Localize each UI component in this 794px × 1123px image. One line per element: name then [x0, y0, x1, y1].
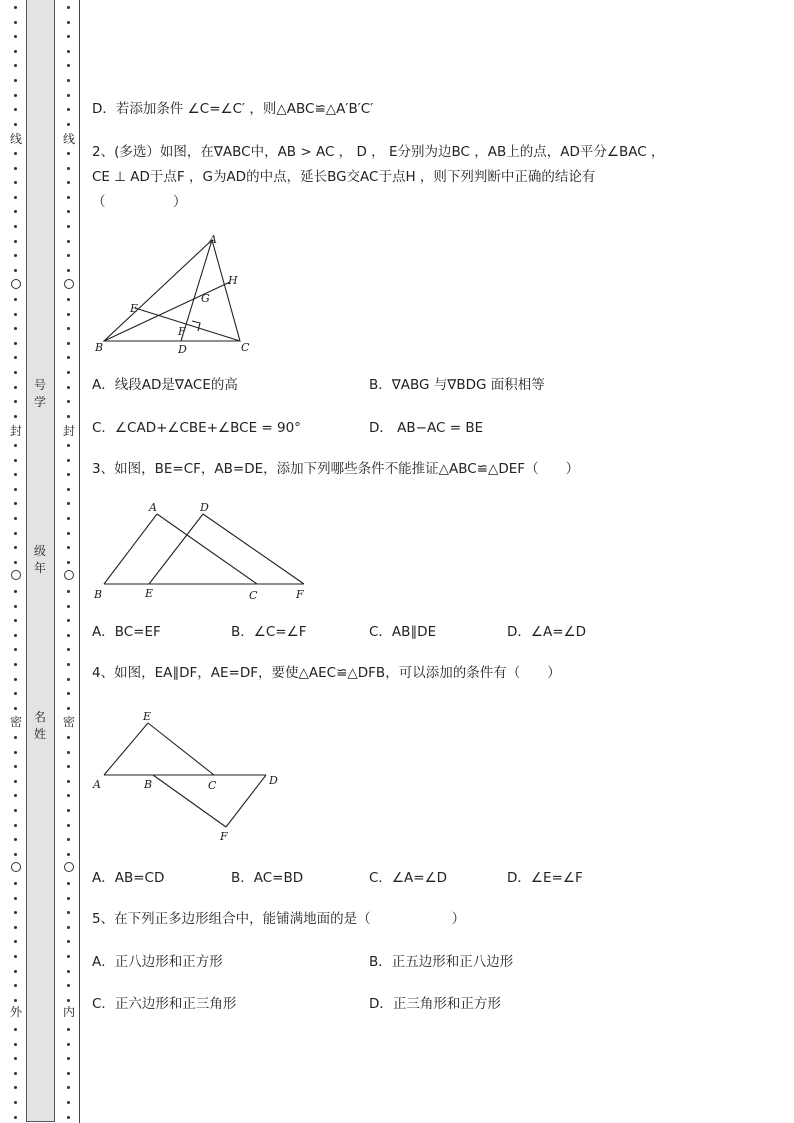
binding-dot — [14, 882, 17, 885]
binding-dot — [14, 955, 17, 958]
binding-dot — [67, 356, 70, 359]
q4-figure — [92, 705, 292, 845]
q5-option-a: A．正八边形和正方形 — [92, 954, 223, 970]
q4-label-f: F — [220, 830, 228, 843]
q2-label-g: G — [201, 292, 210, 305]
binding-dot — [67, 517, 70, 520]
binding-dot — [14, 1072, 17, 1075]
outer-circle-2 — [11, 570, 21, 580]
binding-dot — [67, 123, 70, 126]
binding-dot — [14, 152, 17, 155]
binding-dot — [67, 999, 70, 1002]
binding-dot — [67, 415, 70, 418]
binding-dot — [67, 809, 70, 812]
binding-dot — [67, 240, 70, 243]
binding-dot — [14, 853, 17, 856]
q2-figure — [92, 230, 262, 360]
binding-dot — [67, 882, 70, 885]
q2-segment-ce — [135, 308, 240, 341]
margin-border-line — [79, 0, 80, 1123]
binding-dot — [14, 1116, 17, 1119]
binding-dot — [14, 342, 17, 345]
binding-dot — [14, 648, 17, 651]
q1-option-d: D．若添加条件 ∠C=∠C′ ，则△ABC≌△A′B′C′ — [92, 101, 374, 117]
binding-dot — [67, 692, 70, 695]
binding-dot — [67, 780, 70, 783]
q2-label-c: C — [241, 341, 250, 354]
binding-dot — [67, 634, 70, 637]
binding-dot — [67, 94, 70, 97]
outer-circle-3 — [11, 862, 21, 872]
binding-margin — [0, 0, 82, 1123]
binding-dot — [14, 809, 17, 812]
q5-option-b: B．正五边形和正八边形 — [369, 954, 514, 970]
binding-dot — [67, 50, 70, 53]
binding-dot — [67, 561, 70, 564]
binding-dot — [67, 590, 70, 593]
binding-dot — [14, 824, 17, 827]
q2-stem-line-1: 2、(多选）如图，在∇ABC中，AB > AC ， D ， E分别为边BC ，AB上的点，AD平分∠BAC ， — [92, 144, 665, 160]
binding-dot — [67, 970, 70, 973]
binding-dot — [14, 240, 17, 243]
q4-option-d: D．∠E=∠F — [507, 870, 583, 886]
binding-dot — [67, 824, 70, 827]
binding-dot — [14, 225, 17, 228]
inner-mark-nei: 内 — [63, 1005, 76, 1019]
q4-label-d: D — [269, 774, 278, 787]
binding-dot — [67, 342, 70, 345]
q3-option-c: C．AB∥DE — [369, 624, 437, 640]
binding-dot — [67, 911, 70, 914]
binding-dot — [14, 64, 17, 67]
binding-dot — [14, 926, 17, 929]
field-grade: 级年 — [33, 544, 46, 575]
binding-dot — [14, 532, 17, 535]
binding-dot — [14, 313, 17, 316]
q3-segment-ab — [104, 514, 157, 584]
binding-dot — [67, 502, 70, 505]
binding-dot — [14, 473, 17, 476]
q4-segment-ae — [104, 723, 148, 775]
binding-dot — [14, 415, 17, 418]
binding-dot — [67, 21, 70, 24]
binding-dot — [67, 254, 70, 257]
q3-option-b: B．∠C=∠F — [231, 624, 307, 640]
binding-dot — [14, 1101, 17, 1104]
binding-dot — [14, 663, 17, 666]
binding-dot — [14, 605, 17, 608]
binding-dot — [67, 736, 70, 739]
binding-dot — [67, 386, 70, 389]
binding-dot — [67, 35, 70, 38]
binding-dot — [67, 196, 70, 199]
binding-dot — [14, 794, 17, 797]
q3-segment-df — [203, 514, 304, 584]
q4-segment-fd — [226, 775, 266, 827]
q3-label-f: F — [296, 588, 304, 601]
binding-dot — [14, 546, 17, 549]
q2-option-b: B．∇ABG 与∇BDG 面积相等 — [369, 377, 545, 393]
q3-option-a: A．BC=EF — [92, 624, 161, 640]
q4-label-b: B — [144, 778, 153, 791]
q3-label-d: D — [200, 501, 209, 514]
binding-dot — [14, 196, 17, 199]
inner-mark-feng: 封 — [63, 424, 76, 438]
binding-dot — [14, 692, 17, 695]
q2-label-b: B — [95, 341, 104, 354]
binding-dot — [67, 459, 70, 462]
q3-segment-ac — [157, 514, 257, 584]
field-student-number: 号学 — [33, 378, 46, 409]
q3-option-d: D．∠A=∠D — [507, 624, 587, 640]
q4-label-a: A — [93, 778, 101, 791]
binding-dot — [14, 356, 17, 359]
binding-dot — [14, 459, 17, 462]
q2-answer-blank: （ ） — [92, 194, 187, 210]
q5-stem: 5、在下列正多边形组合中，能铺满地面的是（ ） — [92, 911, 466, 927]
binding-dot — [67, 648, 70, 651]
binding-dot — [67, 532, 70, 535]
binding-dot — [67, 1101, 70, 1104]
binding-dot — [14, 838, 17, 841]
binding-dot — [67, 765, 70, 768]
inner-dotted-line — [63, 0, 75, 1123]
binding-dot — [14, 1057, 17, 1060]
binding-dot — [14, 999, 17, 1002]
binding-dot — [67, 400, 70, 403]
binding-dot — [67, 108, 70, 111]
binding-dot — [67, 1116, 70, 1119]
binding-dot — [14, 984, 17, 987]
q4-option-b: B．AC=BD — [231, 870, 304, 886]
outer-mark-wai: 外 — [10, 1005, 23, 1019]
binding-dot — [14, 210, 17, 213]
q2-label-h: H — [228, 274, 238, 287]
binding-dot — [67, 6, 70, 9]
binding-dot — [14, 517, 17, 520]
q3-figure — [92, 495, 322, 605]
binding-dot — [67, 678, 70, 681]
q3-stem: 3、如图，BE=CF，AB=DE，添加下列哪些条件不能推证△ABC≌△DEF（ ） — [92, 461, 580, 477]
q4-option-a: A．AB=CD — [92, 870, 165, 886]
q4-label-c: C — [208, 779, 217, 792]
binding-dot — [14, 123, 17, 126]
binding-dot — [67, 605, 70, 608]
outer-dotted-line — [10, 0, 22, 1123]
q2-label-d: D — [178, 343, 187, 356]
q2-option-d: D． AB−AC = BE — [369, 420, 484, 436]
binding-dot — [67, 984, 70, 987]
binding-dot — [14, 897, 17, 900]
q3-segment-de — [149, 514, 203, 584]
binding-dot — [14, 21, 17, 24]
binding-dot — [67, 940, 70, 943]
binding-dot — [67, 1028, 70, 1031]
binding-dot — [67, 1072, 70, 1075]
binding-dot — [14, 79, 17, 82]
q4-label-e: E — [143, 710, 152, 723]
binding-dot — [14, 488, 17, 491]
q5-option-d: D．正三角形和正方形 — [369, 996, 501, 1012]
binding-dot — [14, 400, 17, 403]
binding-dot — [14, 970, 17, 973]
binding-dot — [67, 473, 70, 476]
binding-dot — [14, 1043, 17, 1046]
binding-dot — [14, 6, 17, 9]
binding-dot — [14, 254, 17, 257]
q3-label-a: A — [149, 501, 157, 514]
binding-dot — [67, 488, 70, 491]
binding-dot — [14, 181, 17, 184]
binding-dot — [67, 79, 70, 82]
binding-dot — [14, 590, 17, 593]
inner-circle-3 — [64, 862, 74, 872]
outer-circle-1 — [11, 279, 21, 289]
inner-circle-2 — [64, 570, 74, 580]
binding-dot — [67, 897, 70, 900]
binding-dot — [67, 619, 70, 622]
binding-dot — [67, 298, 70, 301]
outer-mark-mi: 密 — [10, 715, 23, 729]
q2-option-a: A．线段AD是∇ACE的高 — [92, 377, 238, 393]
binding-dot — [67, 926, 70, 929]
q4-segment-ec — [148, 723, 214, 775]
binding-dot — [67, 1086, 70, 1089]
binding-dot — [14, 736, 17, 739]
binding-dot — [14, 765, 17, 768]
binding-dot — [14, 678, 17, 681]
binding-dot — [67, 210, 70, 213]
q3-label-e: E — [145, 587, 154, 600]
binding-dot — [14, 502, 17, 505]
binding-dot — [67, 707, 70, 710]
binding-dot — [14, 619, 17, 622]
binding-dot — [67, 663, 70, 666]
q5-option-c: C．正六边形和正三角形 — [92, 996, 237, 1012]
inner-mark-xian: 线 — [63, 132, 76, 146]
binding-dot — [14, 1086, 17, 1089]
q3-label-c: C — [249, 589, 258, 602]
q4-stem: 4、如图，EA∥DF，AE=DF，要使△AEC≌△DFB，可以添加的条件有（ ） — [92, 665, 561, 681]
binding-dot — [67, 167, 70, 170]
q4-option-c: C．∠A=∠D — [369, 870, 448, 886]
field-name: 名姓 — [33, 710, 46, 741]
binding-dot — [14, 911, 17, 914]
binding-dot — [14, 94, 17, 97]
q2-label-e: E — [130, 302, 139, 315]
binding-dot — [14, 108, 17, 111]
binding-dot — [14, 167, 17, 170]
q2-stem-line-2: CE ⊥ AD于点F ，G为AD的中点，延长BG交AC于点H ，则下列判断中正确的结论有 — [92, 169, 596, 185]
binding-dot — [14, 940, 17, 943]
binding-dot — [67, 64, 70, 67]
binding-dot — [14, 634, 17, 637]
binding-dot — [14, 50, 17, 53]
outer-mark-xian: 线 — [10, 132, 23, 146]
binding-dot — [14, 1028, 17, 1031]
binding-dot — [67, 313, 70, 316]
binding-dot — [67, 269, 70, 272]
binding-dot — [67, 225, 70, 228]
binding-dot — [14, 371, 17, 374]
binding-dot — [67, 546, 70, 549]
binding-dot — [67, 751, 70, 754]
binding-dot — [67, 152, 70, 155]
binding-dot — [67, 853, 70, 856]
outer-mark-feng: 封 — [10, 424, 23, 438]
binding-dot — [14, 269, 17, 272]
inner-circle-1 — [64, 279, 74, 289]
binding-dot — [14, 298, 17, 301]
q3-label-b: B — [94, 588, 103, 601]
inner-mark-mi: 密 — [63, 715, 76, 729]
binding-dot — [14, 780, 17, 783]
binding-dot — [67, 1057, 70, 1060]
q2-option-c: C．∠CAD+∠CBE+∠BCE = 90° — [92, 420, 301, 436]
binding-dot — [14, 35, 17, 38]
binding-dot — [14, 444, 17, 447]
binding-dot — [14, 561, 17, 564]
binding-dot — [14, 707, 17, 710]
binding-dot — [67, 444, 70, 447]
binding-dot — [67, 327, 70, 330]
binding-dot — [67, 181, 70, 184]
q2-label-a: A — [209, 233, 217, 246]
q2-triangle-abc — [104, 240, 240, 341]
q2-label-f: F — [178, 325, 186, 338]
binding-dot — [67, 794, 70, 797]
binding-dot — [67, 955, 70, 958]
binding-dot — [14, 327, 17, 330]
binding-dot — [67, 1043, 70, 1046]
binding-dot — [14, 751, 17, 754]
binding-dot — [14, 386, 17, 389]
binding-dot — [67, 838, 70, 841]
binding-dot — [67, 371, 70, 374]
